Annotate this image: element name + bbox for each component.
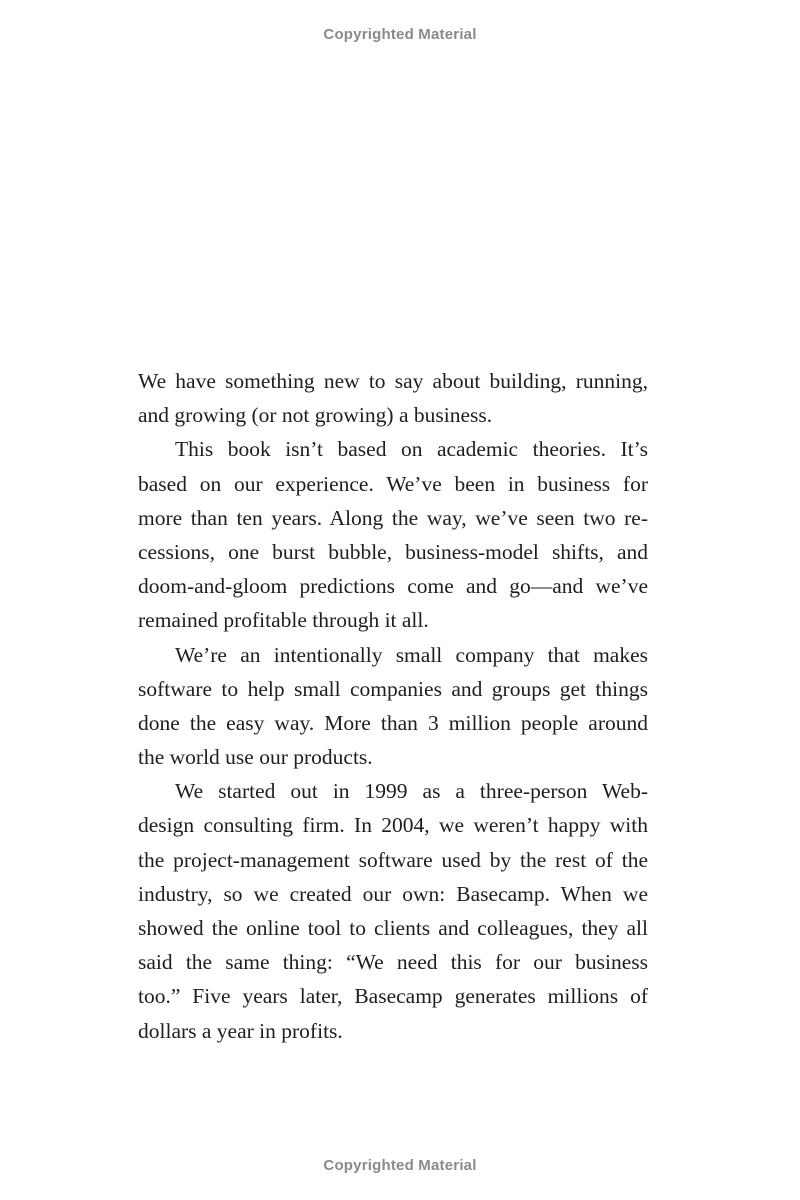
paragraph-2: [138, 432, 648, 637]
text-line: software to help small companies and groups get things: [138, 676, 648, 701]
text-line: and growing (or not growing) a business.: [138, 403, 493, 428]
text-line: said the same thing: “We need this for our business: [138, 950, 648, 975]
text-line: too.” Five years later, Basecamp generates millions of: [138, 984, 648, 1009]
text-line: We started out in 1999 as a three-person Web-: [175, 779, 648, 804]
paragraph-1: [138, 364, 648, 432]
text-line: more than ten years. Along the way, we’ve seen two re-: [138, 505, 648, 530]
text-line: We have something new to say about building, running,: [138, 369, 648, 393]
text-line: This book isn’t based on academic theories. It’s: [175, 437, 648, 462]
text-line: done the easy way. More than 3 million people around: [138, 710, 648, 735]
paragraph-3: [138, 638, 648, 775]
text-line: showed the online tool to clients and colleagues, they all: [138, 916, 648, 940]
text-line: based on our experience. We’ve been in business for: [138, 471, 648, 496]
copyright-watermark-bottom: Copyrighted Material: [323, 1157, 477, 1174]
text-line: doom-and-gloom predictions come and go—and we’ve: [138, 574, 648, 599]
text-line: the world use our products.: [138, 745, 373, 770]
text-line: remained profitable through it all.: [138, 608, 429, 633]
text-line: cessions, one burst bubble, business-model shifts, and: [138, 539, 648, 564]
text-line: dollars a year in profits.: [138, 1018, 343, 1043]
text-line: industry, so we created our own: Basecamp. When we: [138, 881, 648, 906]
body-text: [138, 364, 648, 1048]
copyright-watermark-top: Copyrighted Material: [323, 26, 477, 43]
text-line: design consulting firm. In 2004, we weren’t happy with: [138, 813, 648, 838]
paragraph-4: [138, 774, 648, 1048]
text-line: We’re an intentionally small company that makes: [175, 642, 648, 667]
text-line: the project-management software used by the rest of the: [138, 847, 648, 872]
